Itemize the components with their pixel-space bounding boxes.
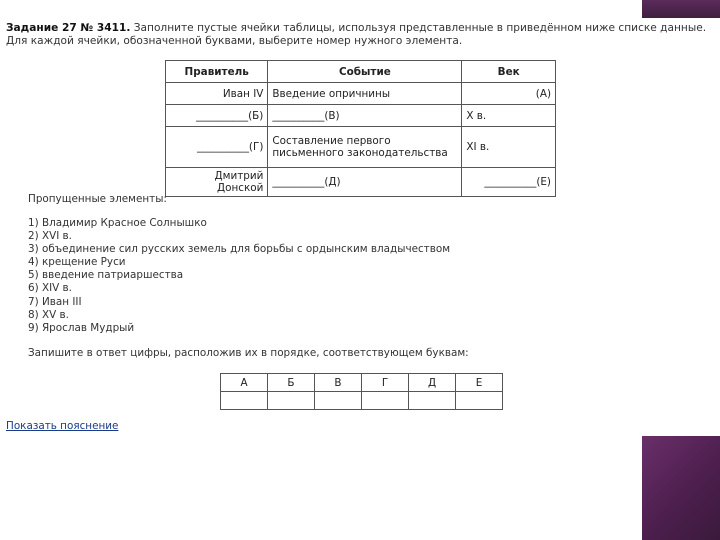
show-explanation-link[interactable]: Показать пояснение [6,420,119,432]
list-item: 7) Иван III [28,295,82,308]
answer-letter: Д [409,374,456,392]
answer-letter: А [221,374,268,392]
table-header-row [166,61,556,83]
answer-instruction: Запишите в ответ цифры, расположив их в порядке, соответствующем буквам: [28,347,469,359]
answer-cell[interactable] [362,392,409,410]
answer-cell[interactable] [409,392,456,410]
table-row [166,127,556,168]
answer-cell[interactable] [315,392,362,410]
history-table [165,60,556,197]
cell-century: (А) [462,83,556,105]
cell-ruler: __________(Г) [166,127,268,168]
missing-elements-title: Пропущенные элементы: [28,193,167,205]
cell-ruler: Дмитрий Донской [166,168,268,197]
header-event: Событие [268,61,462,83]
list-item: 8) XV в. [28,308,69,321]
list-item: 2) XVI в. [28,230,72,243]
answer-values-row [221,392,503,410]
cell-ruler: __________(Б) [166,105,268,127]
list-item: 4) крещение Руси [28,256,126,269]
answer-cell[interactable] [456,392,503,410]
task-statement [6,22,718,48]
list-item: 3) объединение сил русских земель для борьбы с ордынским владычеством [28,243,451,256]
answer-letter: Б [268,374,315,392]
table-row [166,168,556,197]
cell-century: X в. [462,105,556,127]
decorative-top-band [642,0,720,18]
answer-cell[interactable] [268,392,315,410]
task-text: Заполните пустые ячейки таблицы, используя представленные в приведённом ниже списке данные. Для каждой ячейки, обозначенной буквами, выберите номер нужного элемента. [6,22,707,47]
list-item: 5) введение патриаршества [28,269,184,282]
list-item: 9) Ярослав Мудрый [28,321,135,334]
cell-century: XI в. [462,127,556,168]
answer-letter: Г [362,374,409,392]
task-number: Задание 27 № 3411. [6,22,131,34]
cell-ruler: Иван IV [166,83,268,105]
answer-table [220,373,503,410]
cell-century: __________(Е) [462,168,556,197]
cell-event: Составление первого письменного законодательства [268,127,462,168]
answer-letters-row [221,374,503,392]
header-century: Век [462,61,556,83]
cell-event: __________(Д) [268,168,462,197]
list-item: 6) XIV в. [28,282,72,295]
table-row [166,83,556,105]
table-row [166,105,556,127]
answer-letter: В [315,374,362,392]
answer-cell[interactable] [221,392,268,410]
cell-event: __________(В) [268,105,462,127]
cell-event: Введение опричнины [268,83,462,105]
answer-letter: Е [456,374,503,392]
list-item: 1) Владимир Красное Солнышко [28,217,207,229]
missing-elements-list [28,217,450,335]
decorative-corner-block [642,436,720,540]
header-ruler: Правитель [166,61,268,83]
